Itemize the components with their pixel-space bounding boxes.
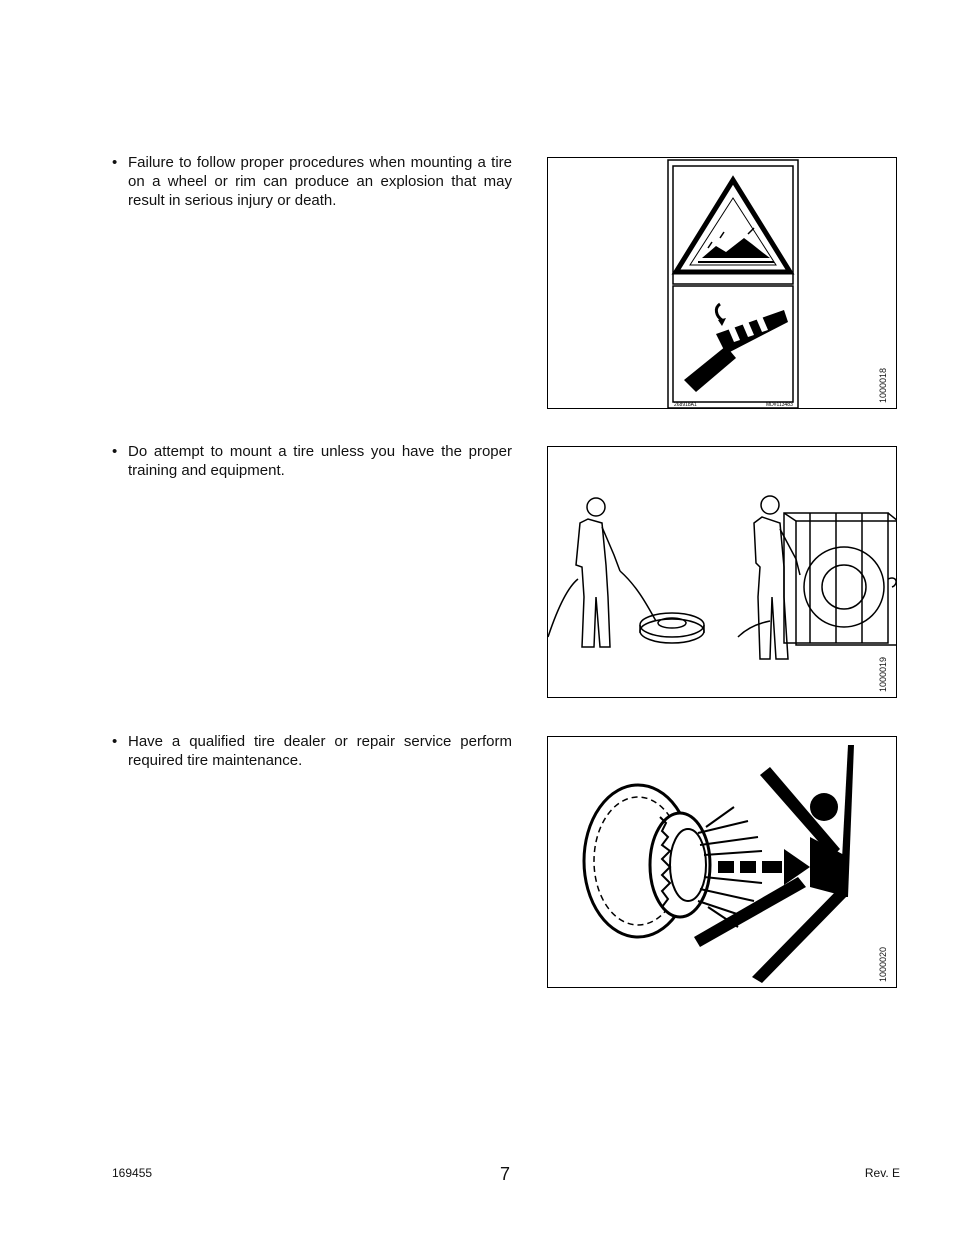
figure-safety-decal	[547, 157, 897, 409]
figure-id: 1000018	[878, 368, 888, 404]
figure-tire-inflation	[547, 446, 897, 698]
exploding-tire-icon	[584, 785, 710, 937]
figure-id: 1000019	[878, 657, 888, 693]
tire-inflation-illustration	[548, 447, 897, 698]
bullet-marker: •	[112, 154, 118, 171]
bullet-item-training	[112, 442, 512, 480]
bullet-marker: •	[112, 443, 118, 460]
bullet-item-explosion	[112, 153, 512, 210]
bullet-text: Have a qualified tire dealer or repair service perform required tire maintenance.	[128, 733, 512, 769]
safety-decal-illustration	[548, 158, 897, 409]
figure-id: 1000020	[878, 947, 888, 983]
bullet-item-qualified-dealer	[112, 732, 512, 770]
decal-right-code: MD#113483	[766, 402, 793, 408]
revision-label: Rev. E	[864, 1166, 900, 1180]
figure-tire-explosion	[547, 736, 897, 988]
decal-left-code: 268918A1	[674, 402, 697, 408]
bullet-marker: •	[112, 733, 118, 750]
tire-explosion-illustration	[548, 737, 897, 988]
doc-number: 169455	[112, 1166, 153, 1180]
bullet-text: Failure to follow proper procedures when mounting a tire on a wheel or rim can produce an explosion that may result in serious injury or death.	[128, 154, 512, 209]
bullet-text: Do attempt to mount a tire unless you have the proper training and equipment.	[128, 443, 512, 479]
page-number: 7	[500, 1164, 511, 1184]
